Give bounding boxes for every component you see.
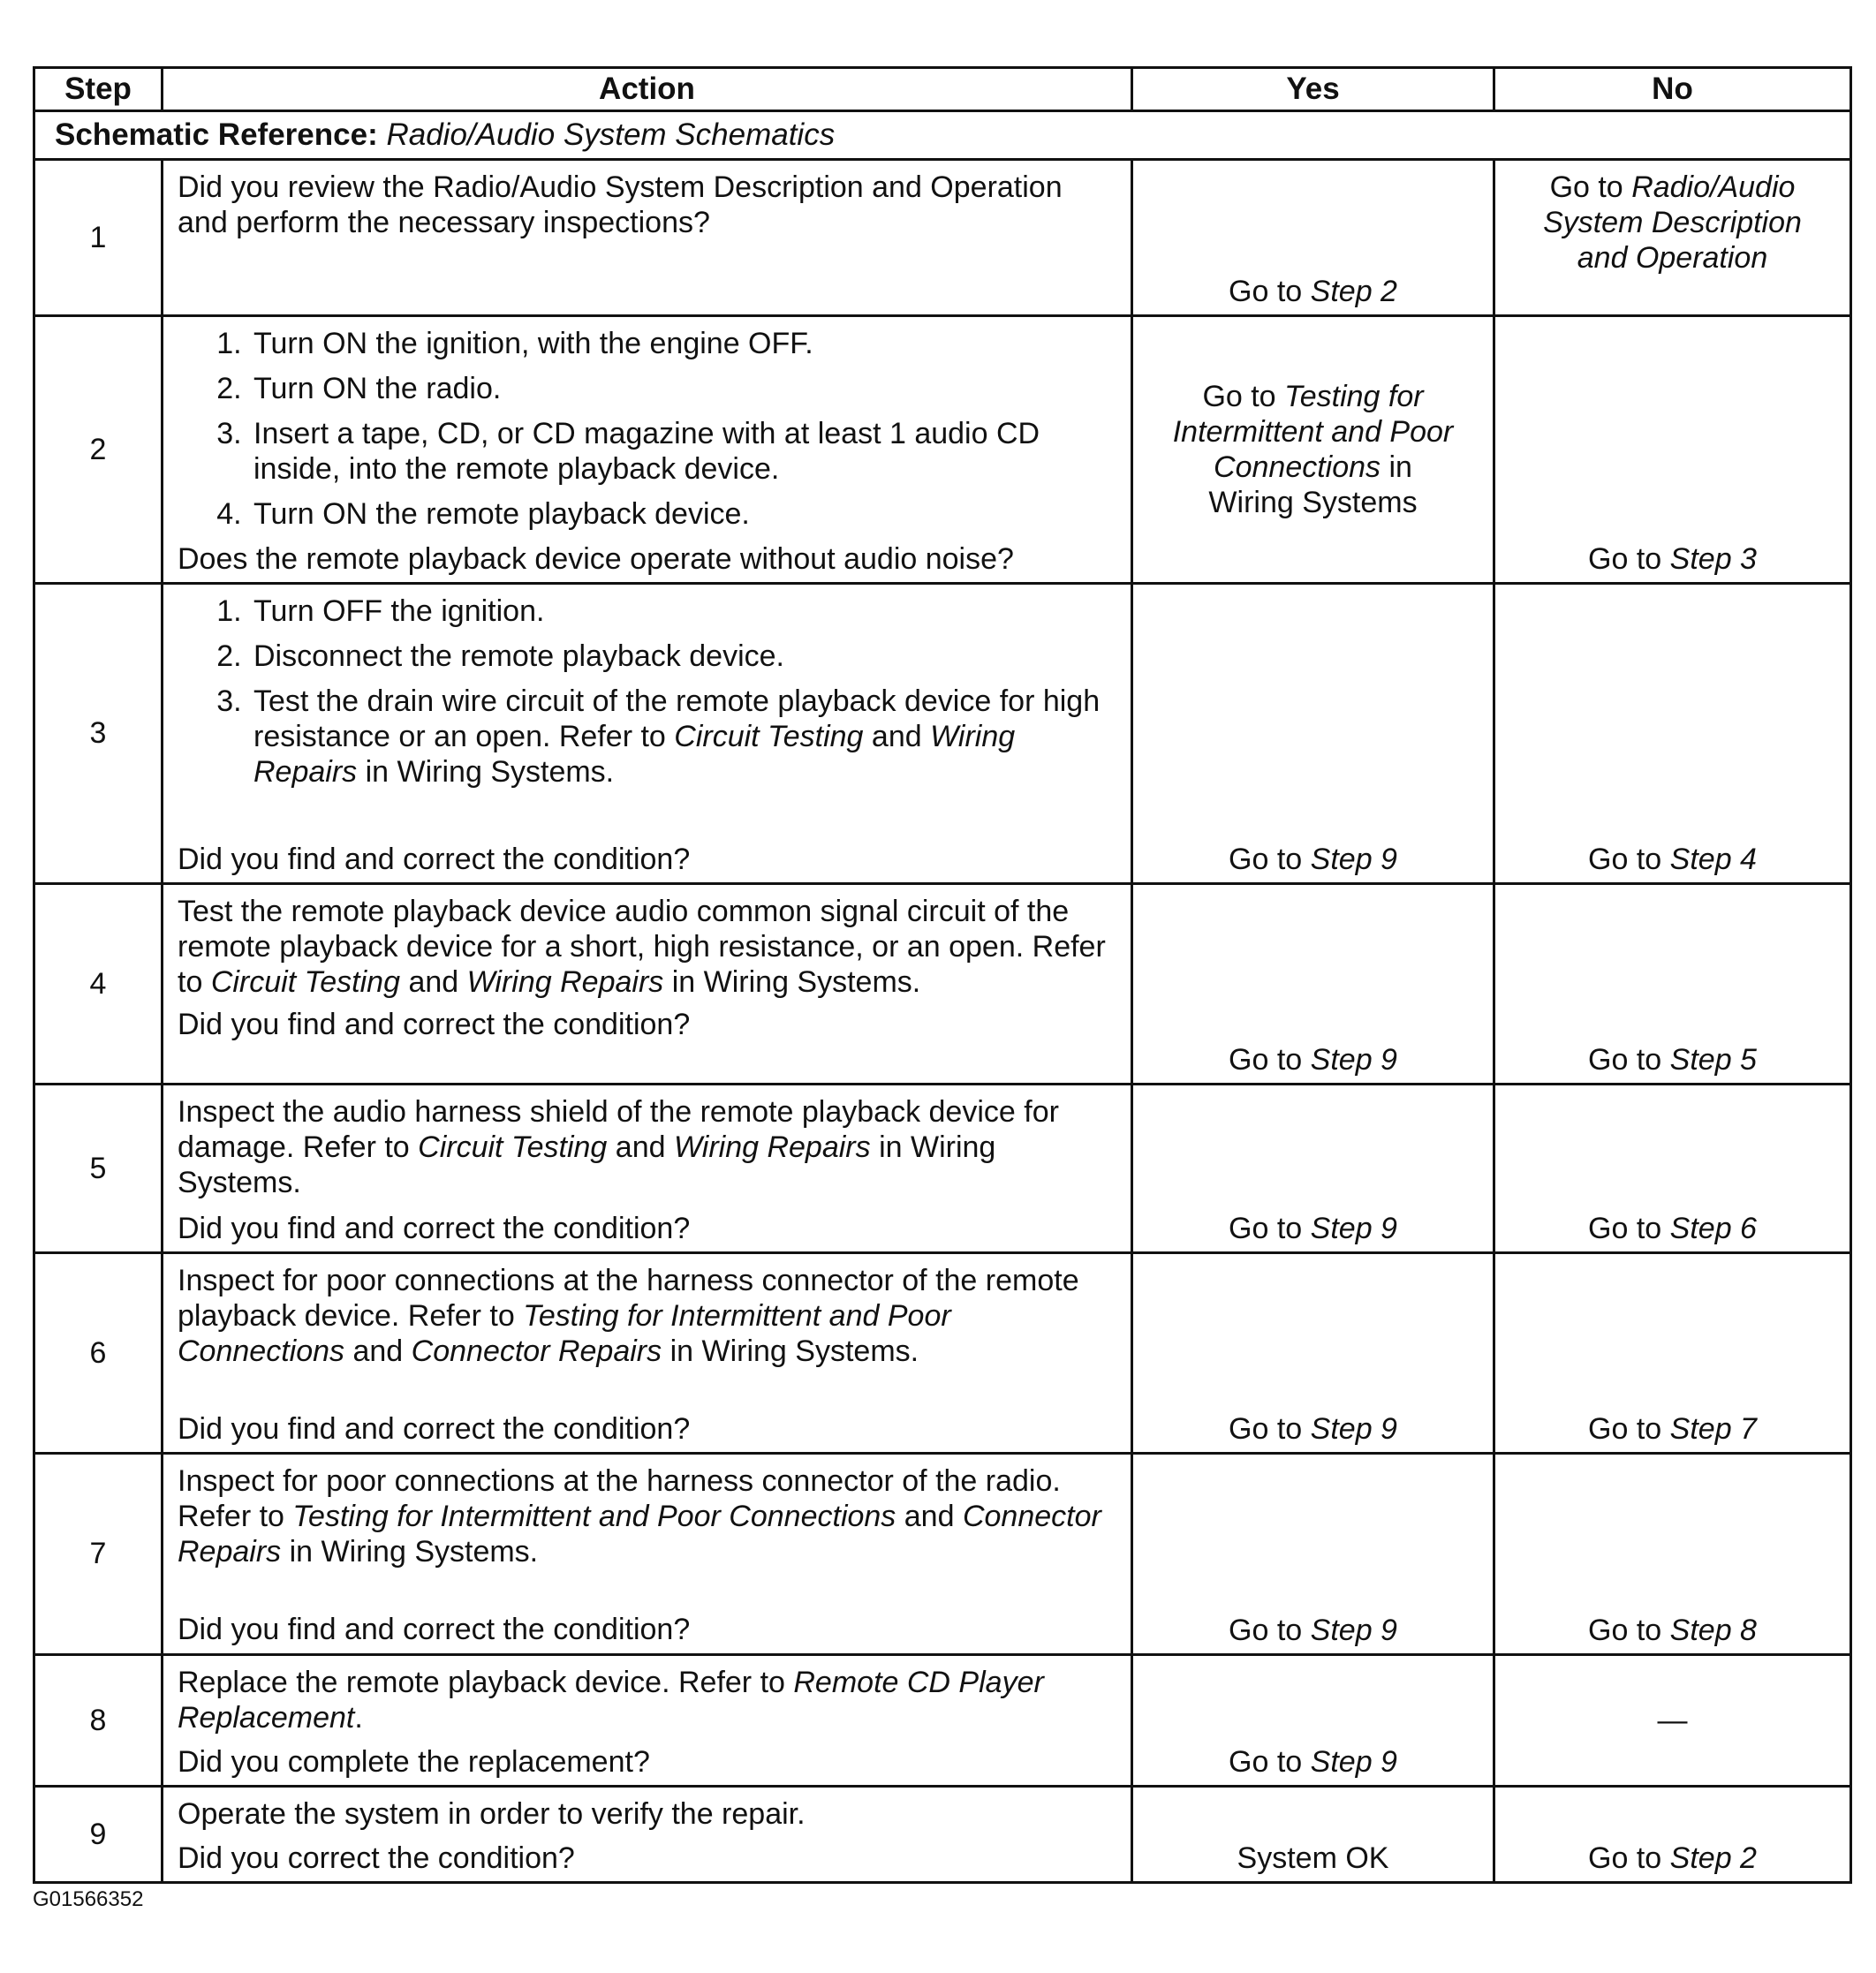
action-text: Operate the system in order to verify the repair. — [178, 1797, 806, 1831]
yes-cell — [1132, 1085, 1494, 1253]
list-item: 1. Turn OFF the ignition. — [250, 593, 1118, 629]
yes-link[interactable]: Step 9 — [1310, 1745, 1397, 1779]
no-cell — [1494, 1787, 1851, 1883]
step-number: 3 — [34, 584, 163, 884]
action-cell — [163, 1787, 1132, 1883]
list-item: 2. Disconnect the remote playback device. — [250, 639, 1118, 674]
action-cell — [163, 1454, 1132, 1655]
action-cell — [163, 1253, 1132, 1454]
no-link[interactable]: Step 5 — [1669, 1043, 1757, 1077]
reference-link[interactable]: Wiring Repairs — [253, 720, 1016, 789]
action-text — [178, 1094, 1118, 1200]
yes-suffix: in Wiring Systems — [1208, 450, 1418, 519]
action-text — [178, 1263, 1118, 1369]
step-number: 5 — [34, 1085, 163, 1253]
no-cell — [1494, 1085, 1851, 1253]
action-text-part: . — [354, 1701, 363, 1735]
reference-link[interactable]: Circuit Testing — [210, 965, 400, 999]
step-number: 8 — [34, 1655, 163, 1787]
action-text-part: Inspect the audio harness shield of the remote playback device for damage. Refer to — [178, 1095, 1059, 1164]
list-item-text: and — [871, 720, 922, 753]
step-number: 7 — [34, 1454, 163, 1655]
question-text: Did you find and correct the condition? — [178, 843, 691, 876]
question-text: Does the remote playback device operate without audio noise? — [178, 542, 1014, 576]
no-prefix: Go to — [1588, 1212, 1662, 1245]
yes-link[interactable]: Step 9 — [1310, 1212, 1397, 1245]
yes-cell — [1132, 1253, 1494, 1454]
list-item-text: Test the drain wire circuit of the remote playback device for high resistance or an open. Refer to — [253, 684, 1101, 753]
yes-cell — [1132, 1787, 1494, 1883]
table-row — [34, 1787, 1851, 1883]
no-prefix: Go to — [1588, 1412, 1662, 1446]
no-cell — [1494, 584, 1851, 884]
procedure-list — [178, 326, 1118, 532]
action-text-part: and — [408, 965, 459, 999]
question-text: Did you find and correct the condition? — [178, 1613, 691, 1646]
yes-text: System OK — [1237, 1841, 1389, 1875]
action-cell — [163, 1655, 1132, 1787]
yes-link[interactable]: Step 9 — [1310, 1043, 1397, 1077]
schematic-reference-row — [34, 111, 1851, 160]
table-row — [34, 1454, 1851, 1655]
yes-prefix: Go to — [1229, 275, 1303, 308]
yes-cell — [1132, 160, 1494, 316]
yes-prefix: Go to — [1229, 843, 1303, 876]
step-number: 4 — [34, 884, 163, 1085]
no-link[interactable]: Radio/Audio System Description and Operation — [1543, 170, 1802, 275]
no-prefix: Go to — [1549, 170, 1623, 204]
action-text — [178, 1665, 1118, 1735]
table-row — [34, 884, 1851, 1085]
question-text: Did you correct the condition? — [178, 1841, 575, 1875]
no-link[interactable]: Step 3 — [1669, 542, 1757, 576]
header-row — [34, 68, 1851, 111]
yes-cell — [1132, 884, 1494, 1085]
yes-cell — [1132, 584, 1494, 884]
action-text-part: in Wiring Systems. — [669, 1334, 919, 1368]
question-text: Did you find and correct the condition? — [178, 1412, 691, 1446]
yes-cell — [1132, 1454, 1494, 1655]
action-text-part: in Wiring Systems. — [178, 1130, 996, 1199]
no-cell — [1494, 1655, 1851, 1787]
yes-link[interactable]: Testing for Intermittent and Poor Connections — [1172, 380, 1454, 484]
yes-prefix: Go to — [1229, 1614, 1303, 1647]
action-text-part: and — [615, 1130, 666, 1164]
yes-prefix: Go to — [1229, 1745, 1303, 1779]
table-row — [34, 316, 1851, 584]
no-cell — [1494, 884, 1851, 1085]
schematic-reference-label: Schematic Reference: — [55, 117, 378, 152]
action-text-part: and — [904, 1500, 955, 1533]
no-prefix: Go to — [1588, 1043, 1662, 1077]
schematic-reference — [34, 111, 1851, 160]
action-cell — [163, 316, 1132, 584]
no-prefix: Go to — [1588, 1841, 1662, 1875]
reference-link[interactable]: Connector Repairs — [178, 1500, 1101, 1569]
action-text — [178, 894, 1118, 1000]
figure-id: G01566352 — [33, 1887, 144, 1911]
no-link[interactable]: Step 6 — [1669, 1212, 1757, 1245]
reference-link[interactable]: Testing for Intermittent and Poor Connections — [292, 1500, 896, 1533]
no-cell — [1494, 316, 1851, 584]
header-action: Action — [163, 68, 1132, 111]
no-cell — [1494, 1454, 1851, 1655]
step-number: 2 — [34, 316, 163, 584]
yes-link[interactable]: Step 2 — [1310, 275, 1397, 308]
table-row — [34, 584, 1851, 884]
table-row — [34, 1655, 1851, 1787]
action-text-part: Inspect for poor connections at the harness connector of the radio. Refer to — [178, 1464, 1061, 1533]
action-text-part: Inspect for poor connections at the harness connector of the remote playback device. Refer to — [178, 1264, 1079, 1333]
no-prefix: Go to — [1588, 843, 1662, 876]
yes-cell — [1132, 1655, 1494, 1787]
yes-link[interactable]: Step 9 — [1310, 1412, 1397, 1446]
diagnostic-table — [33, 66, 1852, 1884]
no-link[interactable]: Step 7 — [1669, 1412, 1757, 1446]
action-text-part: in Wiring Systems. — [671, 965, 921, 999]
action-text-part: and — [352, 1334, 404, 1368]
yes-prefix: Go to — [1229, 1212, 1303, 1245]
reference-link[interactable]: Remote CD Player Replacement — [178, 1666, 1044, 1735]
action-text: Did you review the Radio/Audio System Description and Operation and perform the necessary inspections? — [178, 170, 1063, 239]
table-row — [34, 1253, 1851, 1454]
list-item: 1. Turn ON the ignition, with the engine OFF. — [250, 326, 1118, 361]
yes-prefix: Go to — [1229, 1043, 1303, 1077]
reference-link[interactable]: Connector Repairs — [411, 1334, 662, 1368]
header-yes: Yes — [1132, 68, 1494, 111]
action-text-part: in Wiring Systems. — [289, 1535, 539, 1569]
no-link[interactable]: Step 8 — [1669, 1614, 1757, 1647]
header-no: No — [1494, 68, 1851, 111]
procedure-list — [178, 593, 1118, 790]
schematic-reference-link[interactable]: Radio/Audio System Schematics — [386, 117, 836, 152]
table-row — [34, 1085, 1851, 1253]
action-text — [178, 1463, 1118, 1569]
list-item — [250, 684, 1118, 790]
no-prefix: Go to — [1588, 1614, 1662, 1647]
reference-link[interactable]: Testing for Intermittent and Poor Connections — [178, 1299, 951, 1368]
step-number: 9 — [34, 1787, 163, 1883]
list-item: 4. Turn ON the remote playback device. — [250, 496, 1118, 532]
yes-cell — [1132, 316, 1494, 584]
yes-link[interactable]: Step 9 — [1310, 843, 1397, 876]
header-step: Step — [34, 68, 163, 111]
question-text: Did you find and correct the condition? — [178, 1212, 691, 1245]
action-text-part: Replace the remote playback device. Refer to — [178, 1666, 785, 1699]
no-cell — [1494, 160, 1851, 316]
yes-prefix: Go to — [1202, 380, 1276, 413]
list-item: 2. Turn ON the radio. — [250, 371, 1118, 406]
reference-link[interactable]: Wiring Repairs — [466, 965, 664, 999]
reference-link[interactable]: Wiring Repairs — [673, 1130, 871, 1164]
step-number: 6 — [34, 1253, 163, 1454]
list-item-text: in Wiring Systems. — [365, 755, 615, 789]
action-cell — [163, 884, 1132, 1085]
action-text-part: Test the remote playback device audio common signal circuit of the remote playback device for a short, high resistance, or an open. Refer to — [178, 895, 1106, 999]
action-cell — [163, 1085, 1132, 1253]
action-cell — [163, 584, 1132, 884]
step-number: 1 — [34, 160, 163, 316]
no-link[interactable]: Step 2 — [1669, 1841, 1757, 1875]
question-text: Did you complete the replacement? — [178, 1745, 650, 1779]
action-cell — [163, 160, 1132, 316]
reference-link[interactable]: Circuit Testing — [418, 1130, 608, 1164]
yes-link[interactable]: Step 9 — [1310, 1614, 1397, 1647]
question-text: Did you find and correct the condition? — [178, 1008, 691, 1041]
list-item: 3. Insert a tape, CD, or CD magazine with at least 1 audio CD inside, into the remote playback device. — [250, 416, 1118, 487]
reference-link[interactable]: Circuit Testing — [674, 720, 864, 753]
no-link[interactable]: Step 4 — [1669, 843, 1757, 876]
no-prefix: Go to — [1588, 542, 1662, 576]
no-cell — [1494, 1253, 1851, 1454]
no-text: — — [1657, 1704, 1688, 1737]
table-row — [34, 160, 1851, 316]
yes-prefix: Go to — [1229, 1412, 1303, 1446]
